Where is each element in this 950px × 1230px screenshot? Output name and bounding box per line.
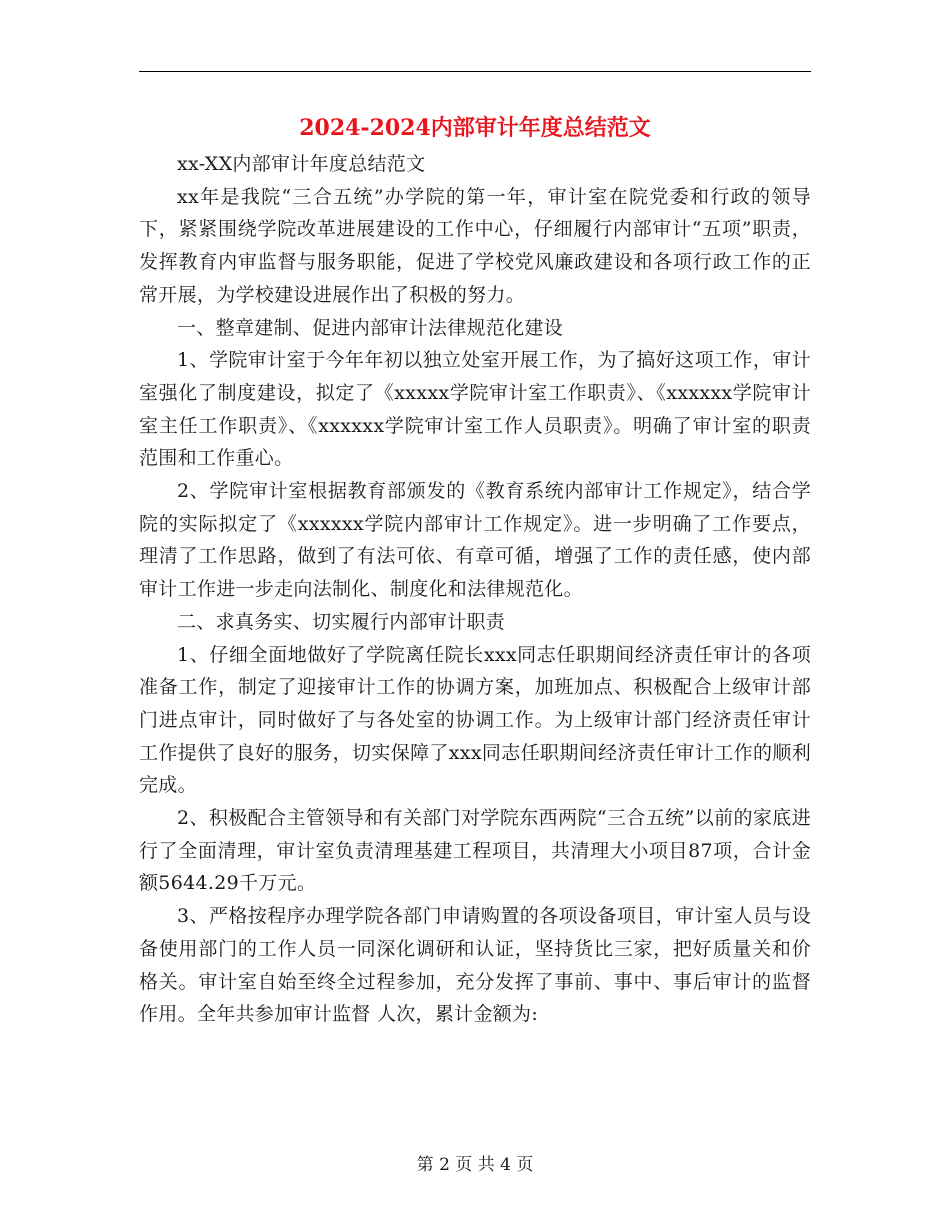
paragraph: xx-XX内部审计年度总结范文 [177,153,426,175]
section-heading: 一、整章建制、促进内部审计法律规范化建设 [177,316,564,339]
paragraph: 1、仔细全面地做好了学院离任院长xxx同志任职期间经济责任审计的各项准备工作，制定了迎接审计工作的协调方案，加班加点、积极配合上级审计部门进点审计，同时做好了与各处室的协调工作。为上级审计部门经济责任审计工作提供了良好的服务，切实保障了xxx同志任职期间经济责任审计工作的顺利完成。 [139,643,811,797]
paragraph: 1、学院审计室于今年年初以独立处室开展工作，为了搞好这项工作，审计室强化了制度建设，拟定了《xxxxx学院审计室工作职责》、《xxxxxx学院审计室主任工作职责》、《xxxxxx学院审计室工作人员职责》。明确了审计室的职责范围和工作重心。 [139,349,811,470]
paragraph: 2、学院审计室根据教育部颁发的《教育系统内部审计工作规定》，结合学院的实际拟定了《xxxxxx学院内部审计工作规定》。进一步明确了工作要点，理清了工作思路，做到了有法可依、有章可循，增强了工作的责任感，使内部审计工作进一步走向法制化、制度化和法律规范化。 [139,480,811,601]
paragraph: 3、严格按程序办理学院各部门申请购置的各项设备项目，审计室人员与设备使用部门的工作人员一同深化调研和认证，坚持货比三家，把好质量关和价格关。审计室自始至终全过程参加，充分发挥了事前、事中、事后审计的监督作用。全年共参加审计监督 人次，累计金额为: [139,905,811,1026]
paragraph: 2、积极配合主管领导和有关部门对学院东西两院“三合五统”以前的家底进行了全面清理，审计室负责清理基建工程项目，共清理大小项目87项，合计金额5644.29千万元。 [139,807,811,895]
document-title: 2024-2024内部审计年度总结范文 [299,115,651,141]
paragraph: xx年是我院“三合五统”办学院的第一年，审计室在院党委和行政的领导下，紧紧围绕学院改革进展建设的工作中心，仔细履行内部审计“五项”职责，发挥教育内审监督与服务职能，促进了学校党风廉政建设和各项行政工作的正常开展，为学校建设进展作出了积极的努力。 [139,185,811,306]
header-rule [139,71,811,72]
document-body [139,148,811,1031]
section-heading: 二、求真务实、切实履行内部审计职责 [177,610,506,633]
page-number: 第 2 页 共 4 页 [416,1155,534,1175]
